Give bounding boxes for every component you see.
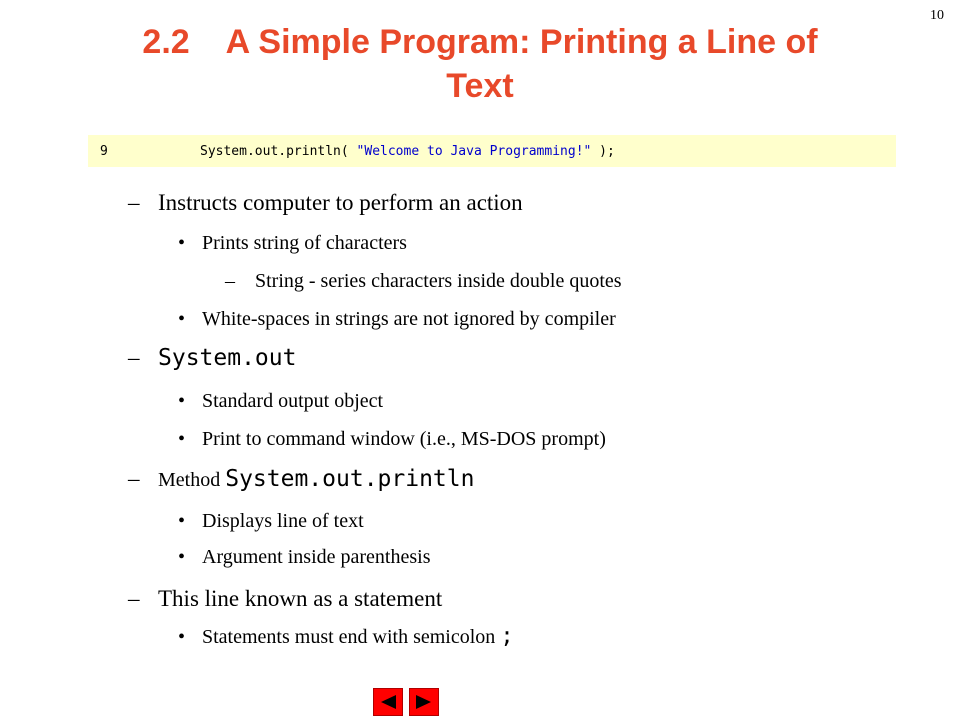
left-triangle-icon bbox=[378, 693, 398, 711]
title-text: A Simple Program: Printing a Line of bbox=[225, 23, 818, 61]
bullet-text: Argument inside parenthesis bbox=[202, 546, 431, 568]
bullet-marker: • bbox=[178, 232, 186, 254]
next-slide-button[interactable] bbox=[409, 688, 439, 716]
dash-marker: – bbox=[128, 466, 140, 491]
bullet-marker: • bbox=[178, 428, 186, 450]
code-string-literal: "Welcome to Java Programming!" bbox=[356, 143, 592, 159]
bullet-code: System.out bbox=[158, 345, 297, 371]
bullet-text: String - series characters inside double quotes bbox=[255, 270, 622, 292]
bullet-marker: • bbox=[178, 626, 186, 648]
title-line-1 bbox=[60, 20, 900, 64]
bullet-marker: • bbox=[178, 390, 186, 412]
bullet-text: Instructs computer to perform an action bbox=[158, 190, 523, 215]
bullet-marker: • bbox=[178, 308, 186, 330]
bullet-semicolon bbox=[178, 624, 514, 649]
bullet-string bbox=[225, 270, 622, 293]
bullet-command-window bbox=[178, 428, 606, 451]
bullet-marker: • bbox=[178, 510, 186, 532]
code-line-number: 9 bbox=[100, 143, 108, 159]
code-snippet bbox=[88, 135, 896, 167]
dash-marker: – bbox=[128, 190, 140, 215]
bullet-code: System.out.println bbox=[225, 466, 475, 492]
previous-slide-button[interactable] bbox=[373, 688, 403, 716]
bullet-text: Displays line of text bbox=[202, 510, 364, 532]
slide-title bbox=[60, 20, 900, 108]
dash-marker: – bbox=[225, 270, 235, 292]
bullet-code: ; bbox=[500, 624, 514, 649]
bullet-text: Method bbox=[158, 469, 226, 491]
right-triangle-icon bbox=[414, 693, 434, 711]
page-number: 10 bbox=[930, 8, 944, 23]
bullet-instructs bbox=[128, 190, 523, 216]
bullet-standard-output bbox=[178, 390, 383, 413]
dash-marker: – bbox=[128, 586, 140, 611]
slide-navigation bbox=[373, 688, 439, 716]
title-line-2: Text bbox=[446, 67, 514, 105]
code-suffix: ); bbox=[591, 143, 615, 159]
code-prefix: System.out.println( bbox=[200, 143, 357, 159]
bullet-statement bbox=[128, 586, 442, 612]
bullet-text: Standard output object bbox=[202, 390, 384, 412]
bullet-marker: • bbox=[178, 546, 186, 568]
dash-marker: – bbox=[128, 345, 140, 370]
bullet-whitespace bbox=[178, 308, 616, 331]
bullet-system-out bbox=[128, 345, 296, 371]
bullet-argument bbox=[178, 546, 430, 569]
bullet-text: Statements must end with semicolon bbox=[202, 626, 501, 648]
section-number: 2.2 bbox=[142, 23, 190, 61]
bullet-method bbox=[128, 466, 474, 492]
bullet-text: Print to command window (i.e., MS-DOS prompt) bbox=[202, 428, 606, 450]
bullet-text: This line known as a statement bbox=[158, 586, 443, 611]
bullet-text: White-spaces in strings are not ignored by compiler bbox=[202, 308, 616, 330]
bullet-text: Prints string of characters bbox=[202, 232, 407, 254]
bullet-displays bbox=[178, 510, 364, 533]
bullet-prints bbox=[178, 232, 407, 255]
